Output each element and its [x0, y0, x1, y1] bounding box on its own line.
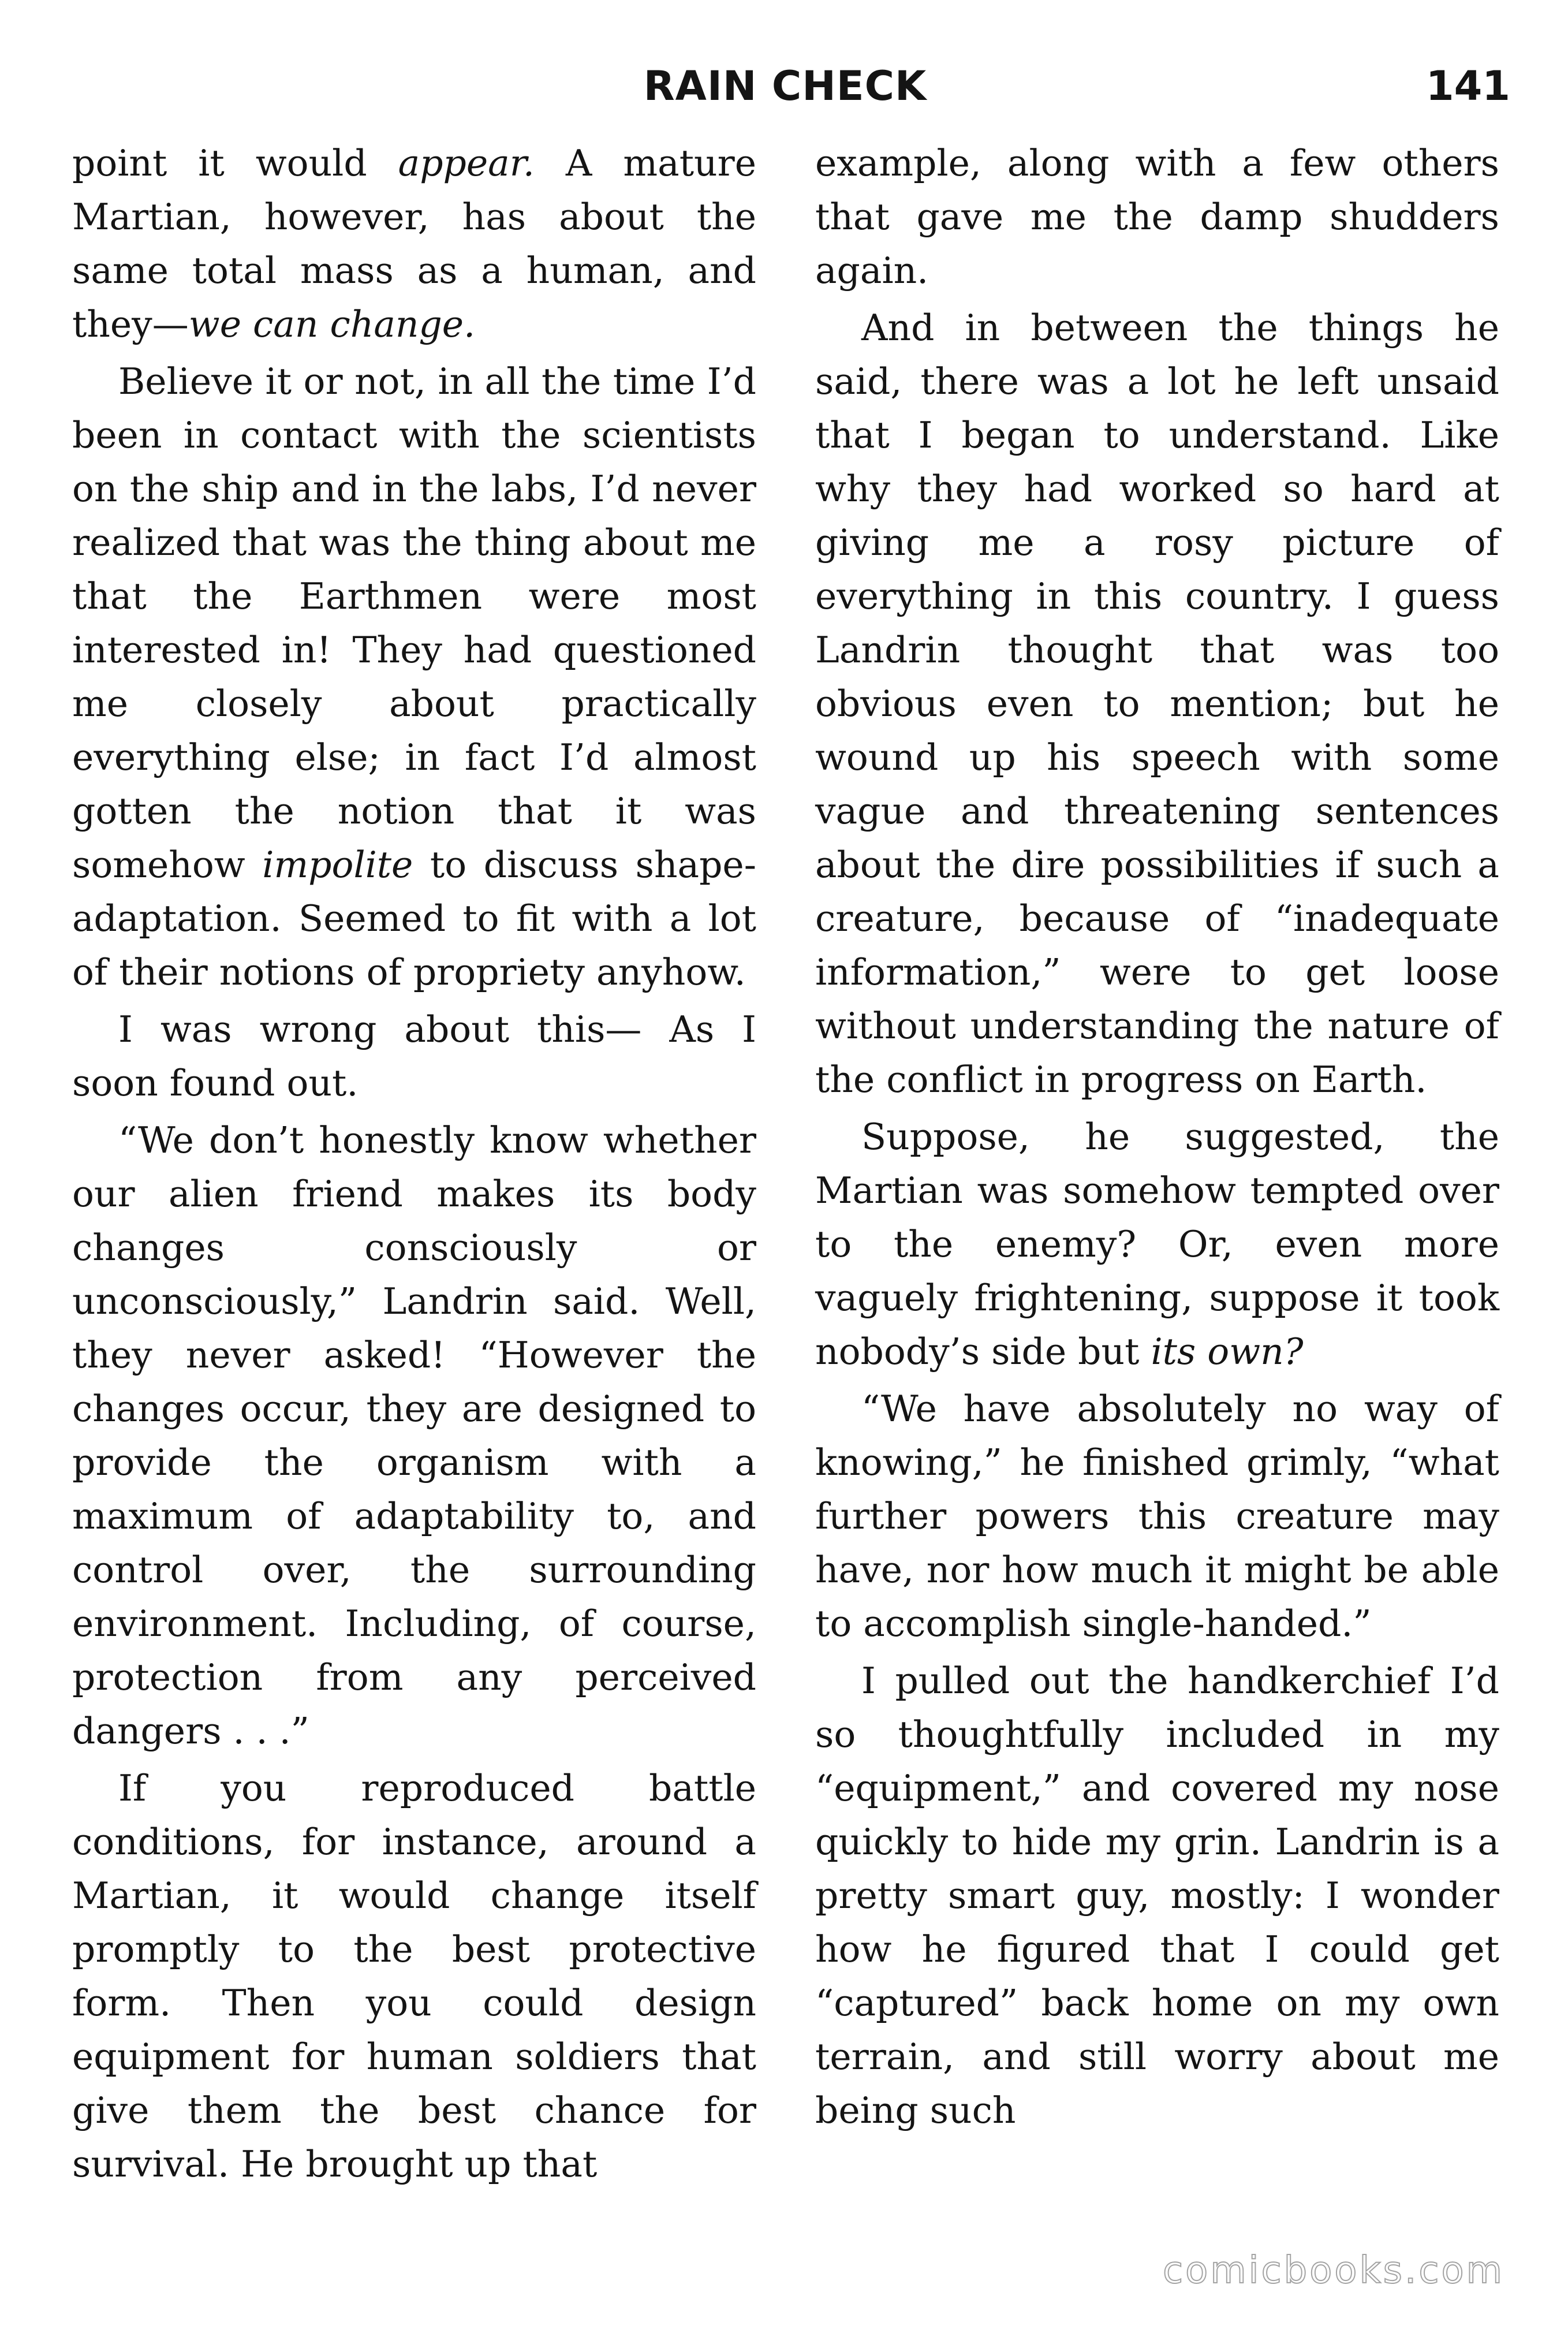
left-column [72, 136, 756, 2191]
text-run: I pulled out the handkerchief I’d so thoughtfully included in my “equipment,” and covered my nose quickly to hide my grin. Landrin is a pretty smart guy, mostly: I wonder how he figured that I could get “captured” back home on my own terrain, and still worry about me being such [815, 1660, 1499, 2131]
italic-text: we can change. [188, 303, 476, 345]
paragraph [815, 1382, 1499, 1650]
text-run: to discuss shape-adaptation. Seemed to fit with a lot of their notions of propriety anyhow. [72, 844, 756, 993]
text-run: Suppose, he suggested, the Martian was somehow tempted over to the enemy? Or, even more vaguely frightening, suppose it took nobody’s side but [815, 1116, 1499, 1373]
text-run: If you reproduced battle conditions, for instance, around a Martian, it would change itself promptly to the best protective form. Then you could design equipment for human soldiers that give them the best chance for survival. He brought up that [72, 1767, 756, 2185]
text-run: Believe it or not, in all the time I’d been in contact with the scientists on the ship and in the labs, I’d never realized that was the thing about me that the Earthmen were most interested in! They had questioned me closely about practically everything else; in fact I’d almost gotten the notion that it was somehow [72, 360, 756, 886]
paragraph [815, 1110, 1499, 1378]
paragraph [72, 1113, 756, 1758]
text-run: “We have absolutely no way of knowing,” he finished grimly, “what further powers this creature may have, nor how much it might be able to accomplish single-handed.” [815, 1388, 1499, 1645]
running-head [0, 62, 1568, 114]
text-run: I was wrong about this— As I soon found out. [72, 1008, 756, 1104]
text-run: point it would [72, 142, 398, 184]
paragraph [815, 136, 1499, 297]
italic-text: impolite [262, 844, 413, 886]
text-run: A mature Martian, however, has about the same total mass as a human, and they— [72, 142, 757, 345]
text-run: “We don’t honestly know whether our alien friend makes its body changes consciously or unconsciously,” Landrin said. Well, they never asked! “However the changes occur, they are designed to provide the organism with a maximum of adaptability to, and control over, the surrounding environment. Including, of course, protection from any perceived dangers . . .” [72, 1119, 756, 1752]
page-number: 141 [1425, 62, 1510, 110]
paragraph [72, 1761, 756, 2191]
text-run: And in between the things he said, there was a lot he left unsaid that I began to understand. Like why they had worked so hard at giving me a rosy picture of everything in this country. I guess Landrin thought that was too obvious even to mention; but he wound up his speech with some vague and threatening sentences about the dire possibilities if such a creature, because of “inadequate information,” were to get loose without understanding the nature of the conflict in progress on Earth. [815, 307, 1499, 1101]
paragraph [815, 1654, 1499, 2137]
paragraph [72, 136, 756, 351]
paragraph [72, 355, 756, 999]
italic-text: appear. [398, 142, 535, 184]
italic-text: its own? [1151, 1331, 1304, 1373]
watermark: comicbooks.com [1162, 2249, 1504, 2292]
paragraph [72, 1002, 756, 1110]
text-run: example, along with a few others that gave me the damp shudders again. [815, 142, 1499, 292]
running-title: RAIN CHECK [643, 62, 927, 110]
paragraph [815, 301, 1499, 1106]
right-column [815, 136, 1499, 2137]
